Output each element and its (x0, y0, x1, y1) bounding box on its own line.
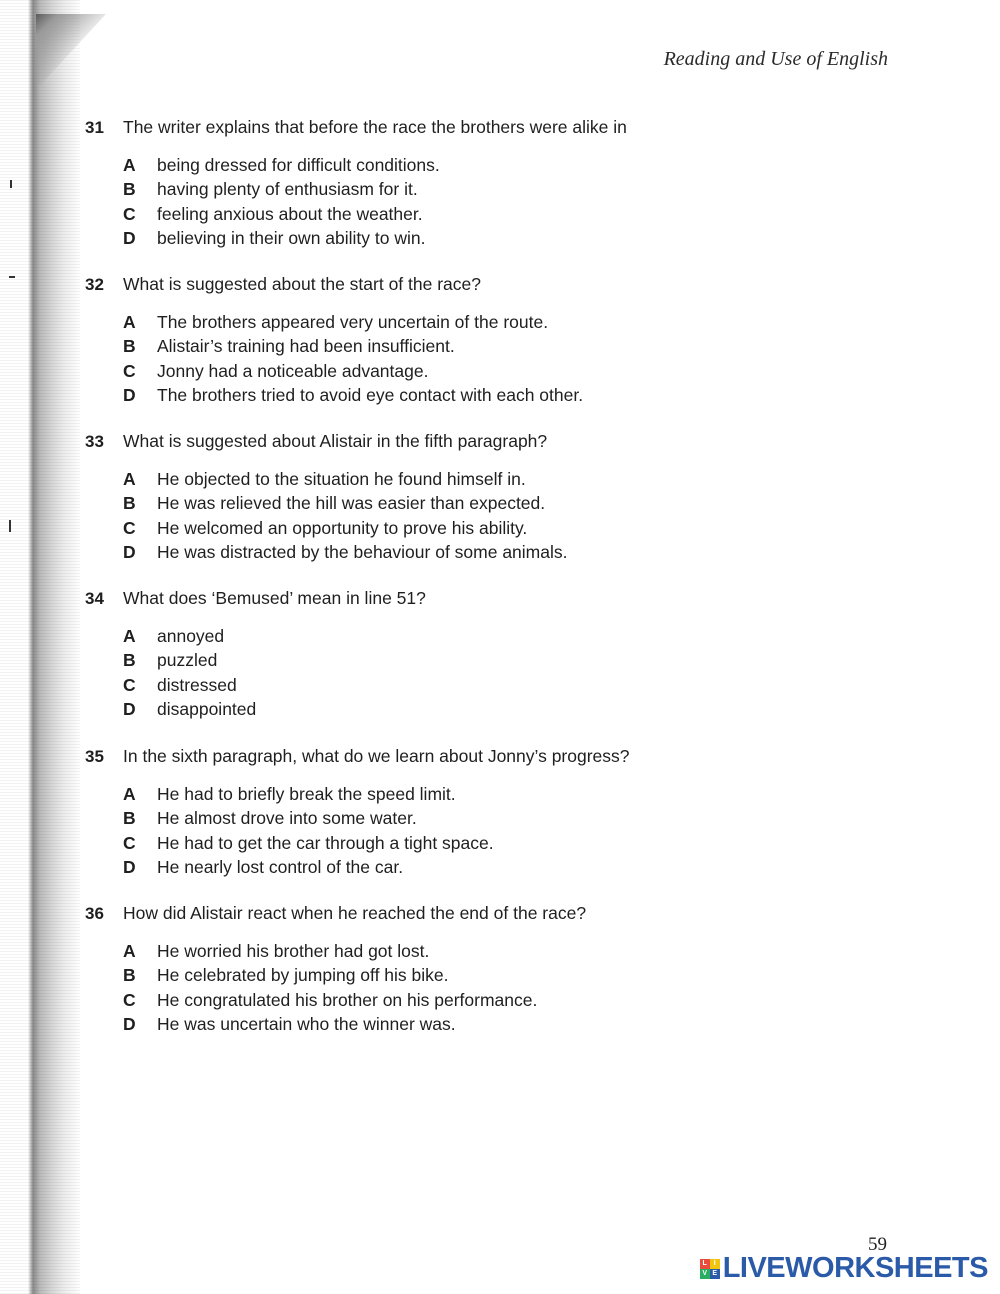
question-number: 33 (85, 432, 104, 451)
question-text: What is suggested about the start of the race? (123, 274, 481, 294)
option-list (123, 939, 885, 1036)
question-stem (85, 116, 885, 139)
option-c[interactable] (123, 202, 885, 226)
page-gutter-shadow (0, 0, 80, 1294)
option-text: He was uncertain who the winner was. (157, 1013, 456, 1034)
question-34 (85, 587, 885, 721)
option-text: He congratulated his brother on his performance. (157, 989, 538, 1010)
option-text: He was distracted by the behaviour of some animals. (157, 541, 568, 562)
option-c[interactable] (123, 359, 885, 383)
option-c[interactable] (123, 831, 885, 855)
question-text: The writer explains that before the race the brothers were alike in (123, 117, 627, 137)
option-b[interactable] (123, 648, 885, 672)
question-number: 34 (85, 589, 104, 608)
option-letter: A (123, 155, 136, 175)
option-text: He had to get the car through a tight space. (157, 832, 494, 853)
option-letter: C (123, 674, 136, 695)
question-text: In the sixth paragraph, what do we learn about Jonny’s progress? (123, 746, 630, 766)
option-letter: B (123, 965, 136, 986)
question-31 (85, 116, 885, 250)
option-d[interactable] (123, 540, 885, 564)
option-letter: A (123, 941, 136, 961)
question-stem (85, 745, 885, 768)
option-c[interactable] (123, 516, 885, 540)
option-d[interactable] (123, 855, 885, 879)
option-letter: B (123, 650, 136, 671)
option-d[interactable] (123, 697, 885, 721)
page-number: 59 (868, 1234, 887, 1255)
option-text: He celebrated by jumping off his bike. (157, 965, 449, 986)
option-letter: C (123, 517, 136, 538)
option-text: puzzled (157, 650, 218, 671)
option-a[interactable] (123, 939, 885, 963)
logo-tile: L (700, 1259, 710, 1269)
option-text: believing in their own ability to win. (157, 227, 426, 248)
option-list (123, 467, 885, 564)
option-letter: B (123, 179, 136, 200)
question-number: 31 (85, 118, 104, 137)
question-text: What is suggested about Alistair in the fifth paragraph? (123, 431, 548, 451)
question-text: How did Alistair react when he reached the end of the race? (123, 903, 587, 923)
scan-mark (10, 180, 12, 188)
question-stem (85, 430, 885, 453)
option-letter: D (123, 384, 136, 405)
question-33 (85, 430, 885, 564)
scan-mark (9, 520, 11, 532)
option-letter: A (123, 626, 136, 646)
option-d[interactable] (123, 383, 885, 407)
option-letter: D (123, 698, 136, 719)
option-letter: D (123, 541, 136, 562)
option-b[interactable] (123, 963, 885, 987)
option-text: Jonny had a noticeable advantage. (157, 360, 429, 381)
question-number: 32 (85, 275, 104, 294)
option-b[interactable] (123, 806, 885, 830)
logo-tile: V (700, 1269, 710, 1279)
option-d[interactable] (123, 226, 885, 250)
option-letter: D (123, 227, 136, 248)
scan-mark (9, 276, 15, 278)
option-b[interactable] (123, 491, 885, 515)
option-list (123, 153, 885, 250)
option-text: being dressed for difficult conditions. (157, 155, 440, 175)
option-letter: B (123, 336, 136, 357)
running-title: Reading and Use of English (663, 48, 888, 70)
option-a[interactable] (123, 310, 885, 334)
question-number: 35 (85, 747, 104, 766)
option-list (123, 624, 885, 721)
option-letter: C (123, 832, 136, 853)
option-letter: A (123, 469, 136, 489)
option-letter: C (123, 989, 136, 1010)
option-letter: A (123, 312, 136, 332)
option-text: The brothers tried to avoid eye contact with each other. (157, 384, 584, 405)
option-d[interactable] (123, 1012, 885, 1036)
option-letter: A (123, 784, 136, 804)
question-35 (85, 745, 885, 879)
brand-name: LIVEWORKSHEETS (722, 1252, 988, 1284)
option-text: He almost drove into some water. (157, 808, 417, 829)
option-b[interactable] (123, 334, 885, 358)
option-c[interactable] (123, 988, 885, 1012)
option-text: He had to briefly break the speed limit. (157, 784, 456, 804)
question-stem (85, 902, 885, 925)
option-text: having plenty of enthusiasm for it. (157, 179, 418, 200)
option-list (123, 782, 885, 879)
option-a[interactable] (123, 624, 885, 648)
logo-tile: E (710, 1269, 720, 1279)
option-text: Alistair’s training had been insufficient. (157, 336, 455, 357)
option-b[interactable] (123, 177, 885, 201)
option-text: He welcomed an opportunity to prove his ability. (157, 517, 528, 538)
option-letter: B (123, 493, 136, 514)
option-text: distressed (157, 674, 237, 695)
option-text: feeling anxious about the weather. (157, 203, 423, 224)
option-c[interactable] (123, 673, 885, 697)
option-text: disappointed (157, 698, 257, 719)
logo-tile: I (710, 1259, 720, 1269)
option-letter: C (123, 203, 136, 224)
option-text: The brothers appeared very uncertain of the route. (157, 312, 549, 332)
question-number: 36 (85, 904, 104, 923)
option-letter: D (123, 856, 136, 877)
option-text: annoyed (157, 626, 225, 646)
question-stem (85, 273, 885, 296)
question-36 (85, 902, 885, 1036)
option-letter: C (123, 360, 136, 381)
option-text: He was relieved the hill was easier than expected. (157, 493, 546, 514)
option-text: He worried his brother had got lost. (157, 941, 430, 961)
option-a[interactable] (123, 782, 885, 806)
question-32 (85, 273, 885, 407)
option-letter: B (123, 808, 136, 829)
liveworksheets-logo-icon (700, 1259, 720, 1279)
option-text: He objected to the situation he found himself in. (157, 469, 526, 489)
liveworksheets-brand[interactable] (700, 1252, 988, 1285)
option-list (123, 310, 885, 407)
option-letter: D (123, 1013, 136, 1034)
option-a[interactable] (123, 153, 885, 177)
option-text: He nearly lost control of the car. (157, 856, 404, 877)
option-a[interactable] (123, 467, 885, 491)
question-text: What does ‘Bemused’ mean in line 51? (123, 588, 426, 608)
question-stem (85, 587, 885, 610)
